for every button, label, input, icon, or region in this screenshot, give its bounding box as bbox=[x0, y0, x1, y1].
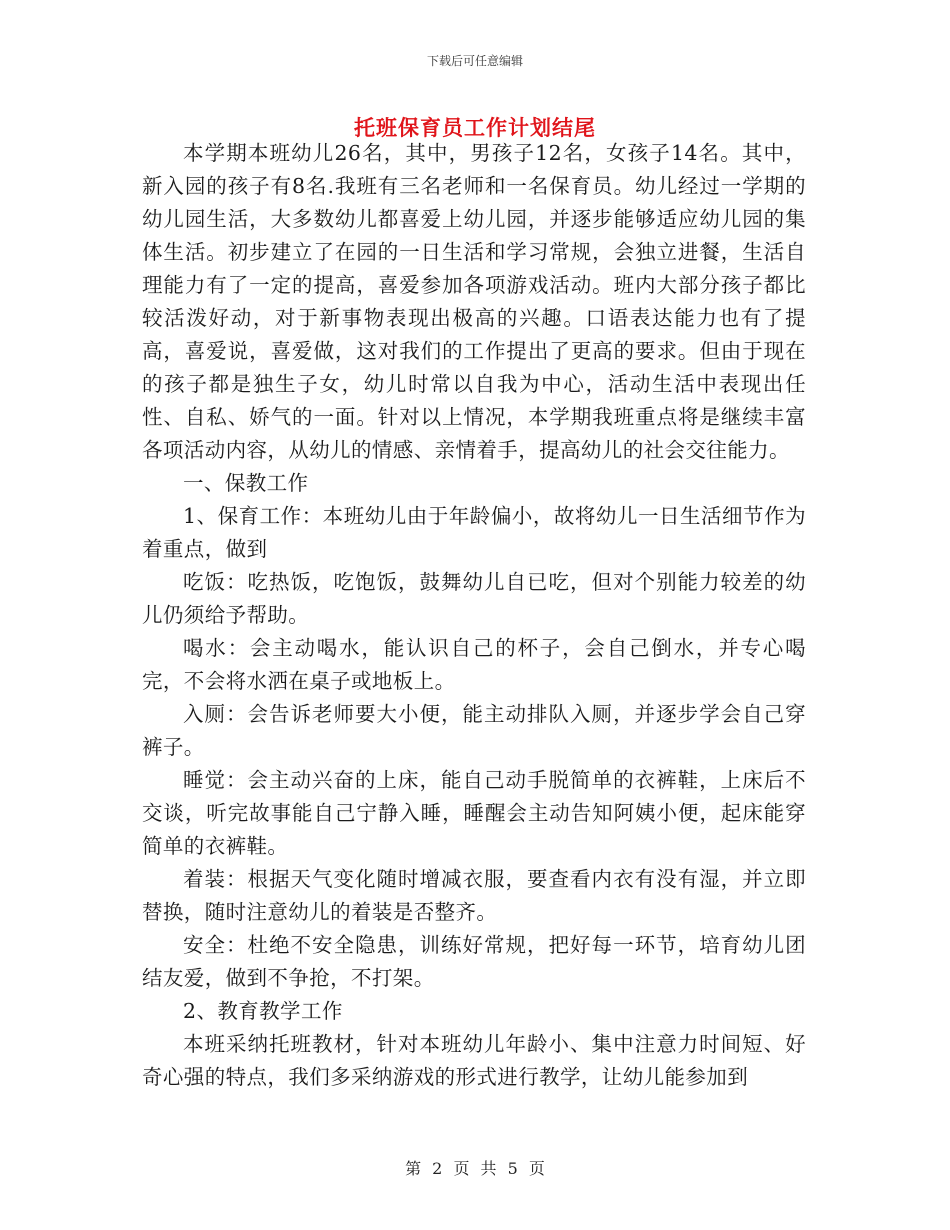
subsection-heading: 2、教育教学工作 bbox=[183, 999, 343, 1023]
body-paragraph: 本班采纳托班教材，针对本班幼儿年龄小、集中注意力时间短、好奇心强的特点，我们多采纳游戏的形式进行教学，让幼儿能参加到 bbox=[142, 1032, 806, 1089]
body-paragraph: 吃饭：吃热饭，吃饱饭，鼓舞幼儿自已吃，但对个别能力较差的幼儿仍须给予帮助。 bbox=[142, 570, 806, 627]
section-heading: 一、保教工作 bbox=[183, 471, 309, 495]
page-header-note: 下载后可任意编辑 bbox=[426, 54, 523, 68]
document-title: 托班保育员工作计划结尾 bbox=[354, 116, 596, 140]
body-paragraph: 入厕：会告诉老师要大小便，能主动排队入厕，并逐步学会自己穿裤子。 bbox=[142, 702, 806, 759]
body-paragraph: 着装：根据天气变化随时增减衣服，要查看内衣有没有湿，并立即替换，随时注意幼儿的着装是否整齐。 bbox=[142, 867, 806, 924]
body-paragraph: 睡觉：会主动兴奋的上床，能自己动手脱简单的衣裤鞋，上床后不交谈，听完故事能自己宁静入睡，睡醒会主动告知阿姨小便，起床能穿简单的衣裤鞋。 bbox=[142, 768, 806, 858]
body-paragraph: 喝水：会主动喝水，能认识自己的杯子，会自己倒水，并专心喝完，不会将水洒在桌子或地板上。 bbox=[142, 636, 806, 693]
document-body bbox=[142, 137, 806, 1094]
body-paragraph: 安全：杜绝不安全隐患，训练好常规，把好每一环节，培育幼儿团结友爱，做到不争抢，不打架。 bbox=[142, 933, 806, 990]
body-paragraph: 本学期本班幼儿26名，其中，男孩子12名，女孩子14名。其中，新入园的孩子有8名.我班有三名老师和一名保育员。幼儿经过一学期的幼儿园生活，大多数幼儿都喜爱上幼儿园，并逐步能够适应幼儿园的集体生活。初步建立了在园的一日生活和学习常规，会独立进餐，生活自理能力有了一定的提高，喜爱参加各项游戏活动。班内大部分孩子都比较活泼好动，对于新事物表现出极高的兴趣。口语表达能力也有了提高，喜爱说，喜爱做，这对我们的工作提出了更高的要求。但由于现在的孩子都是独生子女，幼儿时常以自我为中心，活动生活中表现出任性、自私、娇气的一面。针对以上情况，本学期我班重点将是继续丰富各项活动内容，从幼儿的情感、亲情着手，提高幼儿的社会交往能力。 bbox=[142, 141, 806, 462]
subsection-heading: 1、保育工作：本班幼儿由于年龄偏小，故将幼儿一日生活细节作为着重点，做到 bbox=[142, 504, 806, 561]
page-footer: 第 2 页 共 5 页 bbox=[405, 1159, 545, 1178]
